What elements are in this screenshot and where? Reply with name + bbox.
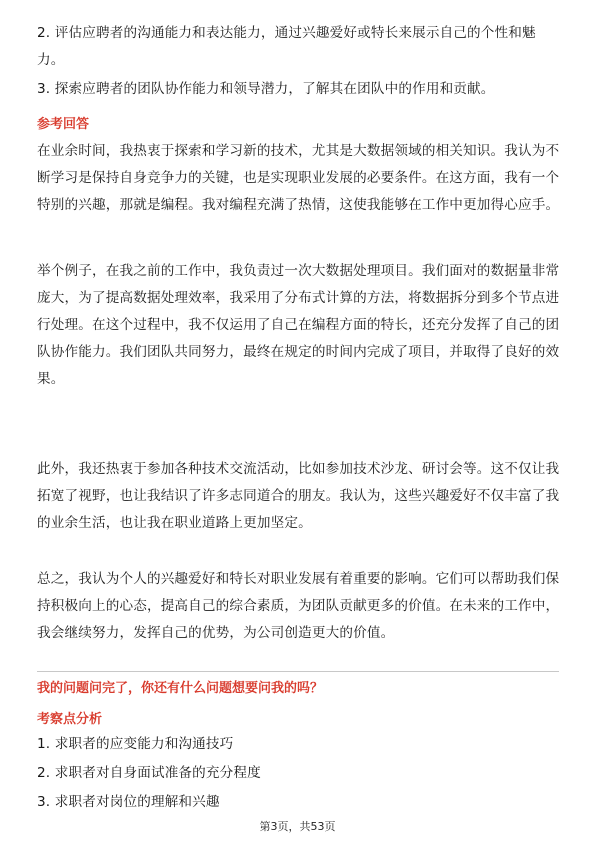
question-title: 我的问题问完了，你还有什么问题想要问我的吗？ bbox=[37, 681, 324, 696]
intro-point-3: 3. 探索应聘者的团队协作能力和领导潜力，了解其在团队中的作用和贡献。 bbox=[37, 81, 495, 97]
section-divider bbox=[37, 671, 559, 672]
answer-paragraph-3: 此外，我还热衷于参加各种技术交流活动，比如参加技术沙龙、研讨会等。这不仅让我拓宽了视野，也让我结识了许多志同道合的朋友。我认为，这些兴趣爱好不仅丰富了我的业余生活，也让我在职业道路上更加坚定。 bbox=[37, 461, 560, 531]
answer-paragraph-4: 总之，我认为个人的兴趣爱好和特长对职业发展有着重要的影响。它们可以帮助我们保持积极向上的心态，提高自己的综合素质，为团队贡献更多的价值。在未来的工作中，我会继续努力，发挥自己的优势，为公司创造更大的价值。 bbox=[37, 571, 560, 641]
page-number-footer: 第3页，共53页 bbox=[259, 820, 336, 833]
analysis-point-1: 1. 求职者的应变能力和沟通技巧 bbox=[37, 736, 234, 752]
analysis-point-3: 3. 求职者对岗位的理解和兴趣 bbox=[37, 794, 220, 810]
analysis-point-2: 2. 求职者对自身面试准备的充分程度 bbox=[37, 765, 261, 781]
answer-heading: 参考回答 bbox=[37, 117, 90, 132]
answer-paragraph-1: 在业余时间，我热衷于探索和学习新的技术，尤其是大数据领域的相关知识。我认为不断学习是保持自身竞争力的关键，也是实现职业发展的必要条件。在这方面，我有一个特别的兴趣，那就是编程。我对编程充满了热情，这使我能够在工作中更加得心应手。 bbox=[37, 143, 560, 213]
intro-point-2: 2. 评估应聘者的沟通能力和表达能力，通过兴趣爱好或特长来展示自己的个性和魅力。 bbox=[37, 25, 536, 68]
analysis-heading: 考察点分析 bbox=[37, 712, 103, 727]
answer-paragraph-2: 举个例子，在我之前的工作中，我负责过一次大数据处理项目。我们面对的数据量非常庞大，为了提高数据处理效率，我采用了分布式计算的方法，将数据拆分到多个节点进行处理。在这个过程中，我不仅运用了自己在编程方面的特长，还充分发挥了自己的团队协作能力。我们团队共同努力，最终在规定的时间内完成了项目，并取得了良好的效果。 bbox=[37, 263, 560, 387]
